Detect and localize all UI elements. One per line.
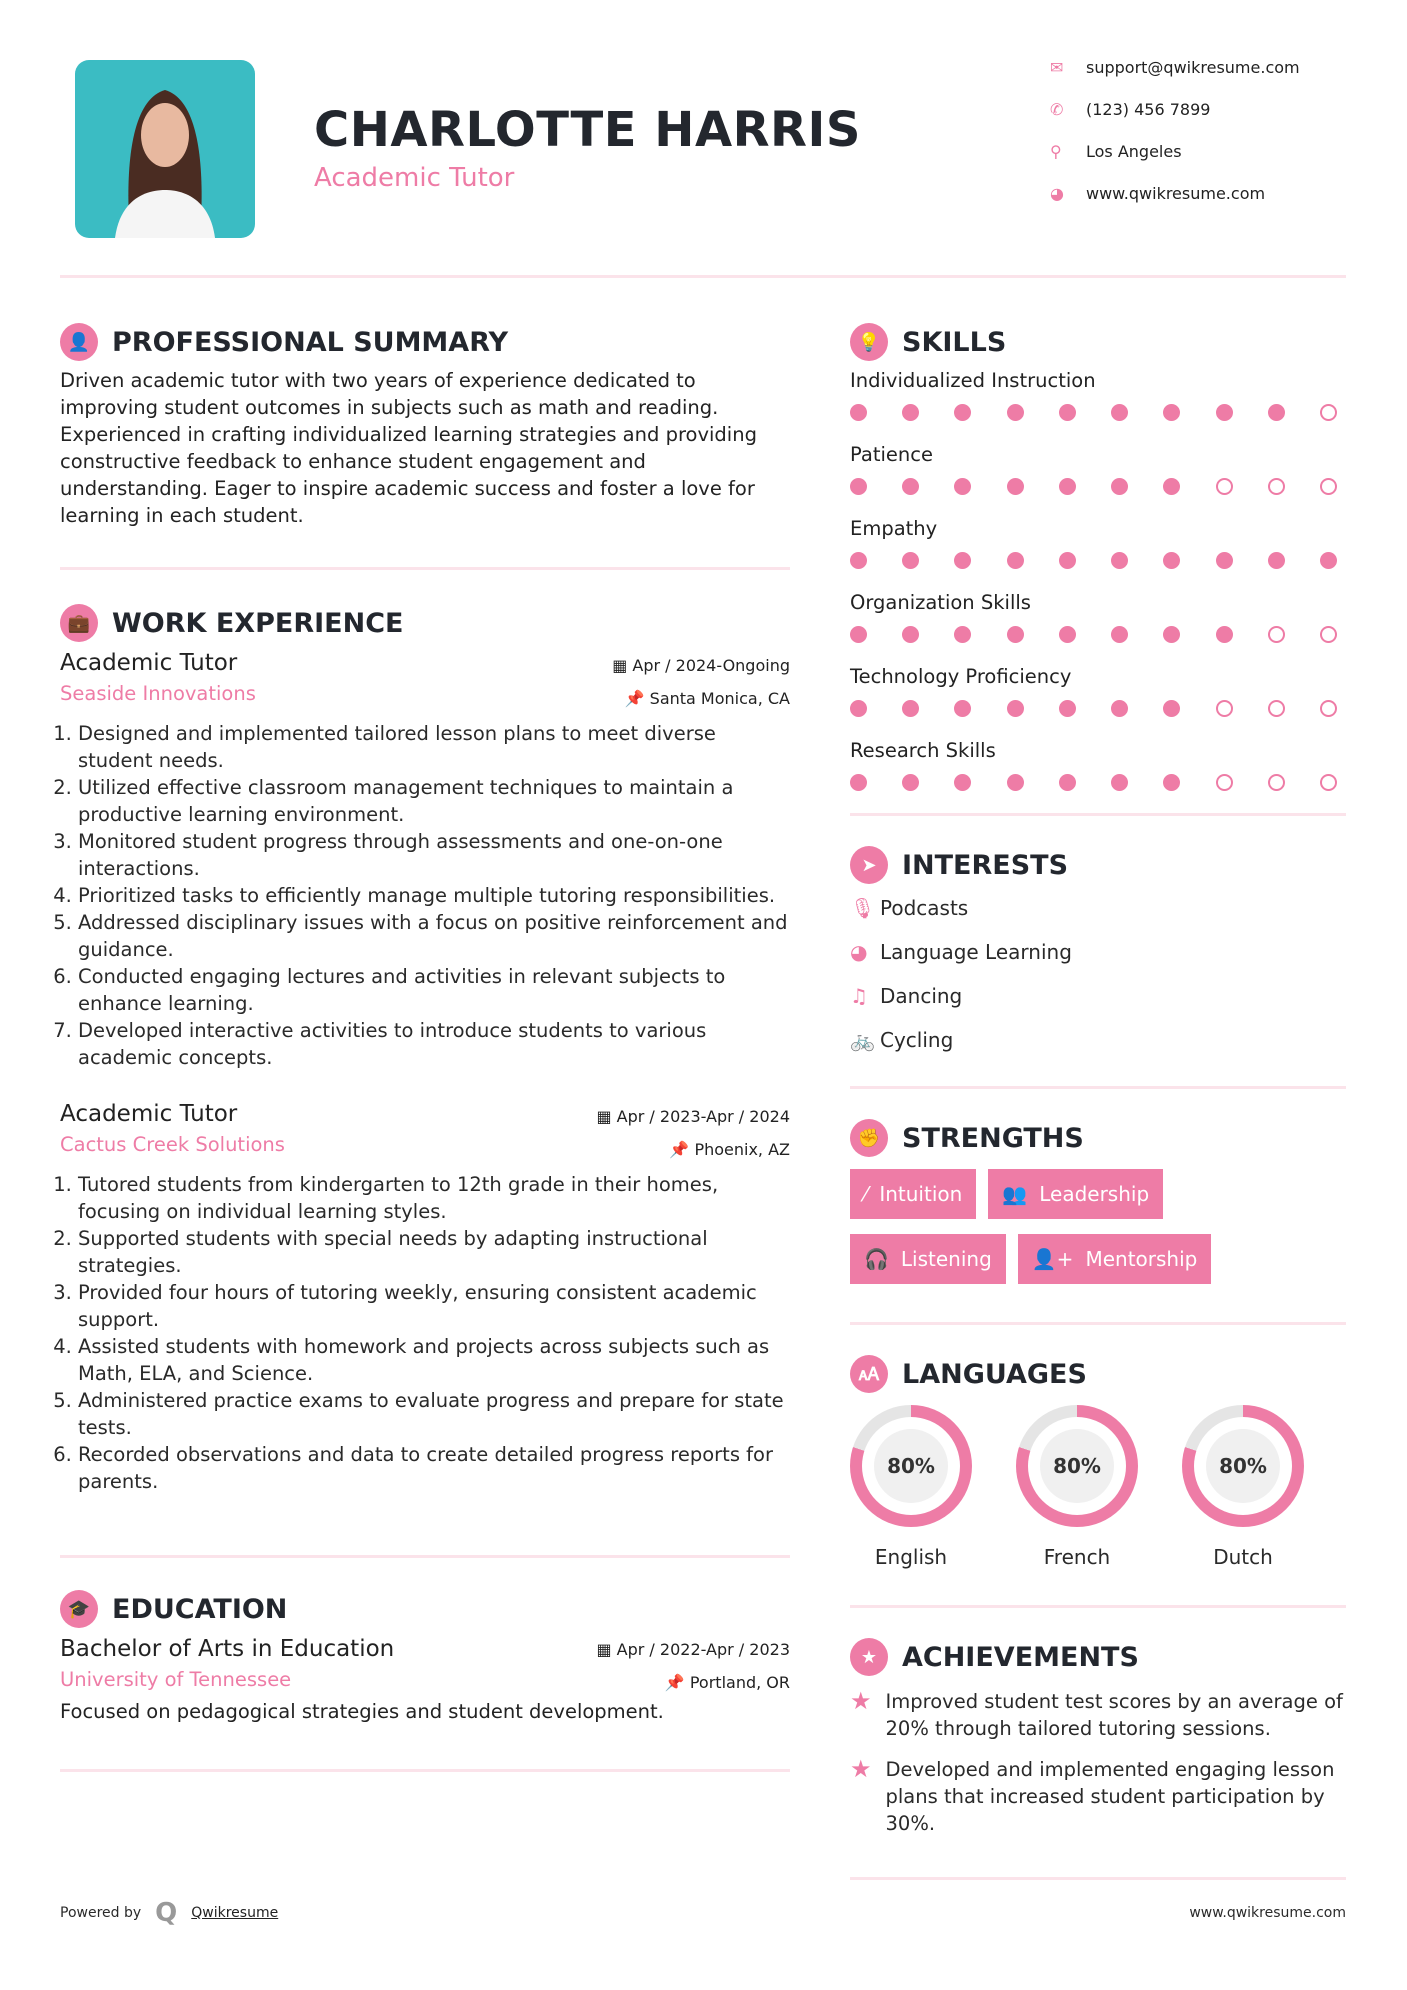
strength-badge [1018,1234,1212,1284]
strength-badge [988,1169,1163,1219]
skill-name: Research Skills [850,739,996,762]
interest-item [850,940,1100,964]
map-pin-icon: ⚲ [1050,142,1062,161]
achievement-item [850,1688,1346,1742]
job-location [596,1140,790,1159]
duty-item: 2. Supported students with special needs by adapting instructional strategies. [78,1225,790,1279]
skill-level-dot [1216,774,1233,791]
interest-item [850,1028,1100,1052]
skill-level-dot [1007,552,1024,569]
job-entry [60,650,790,1071]
skill-level-dot [1059,552,1076,569]
heading-text: LANGUAGES [902,1358,1087,1390]
lightbulb-icon: 💡 [850,323,888,361]
skill-level-dot [1007,700,1024,717]
skill-level-dot [1268,626,1285,643]
envelope-icon: ✉ [1050,58,1064,77]
skill-item [850,443,1346,495]
skill-level-dot [902,404,919,421]
job-duties [60,720,790,1071]
skill-level-dot [902,552,919,569]
divider [850,1605,1346,1608]
skill-level-dot [1216,700,1233,717]
globe-icon: ◕ [850,940,868,964]
skill-item [850,369,1346,421]
skill-level-dot [1268,478,1285,495]
skill-name: Organization Skills [850,591,1031,614]
interest-list [850,896,1346,1052]
interest-label: Podcasts [880,896,969,920]
skill-level-dot [1163,478,1180,495]
divider [60,1769,790,1772]
duty-item: 6. Conducted engaging lectures and activities in relevant subjects to enhance learning. [78,963,790,1017]
music-icon: ♫ [850,984,868,1008]
contact-text: Los Angeles [1086,142,1182,161]
fist-icon: ✊ [850,1119,888,1157]
skill-rating [850,700,1337,717]
skill-level-dot [902,478,919,495]
achievement-text: Improved student test scores by an average of 20% through tailored tutoring sessions. [885,1690,1343,1740]
duty-item: 4. Prioritized tasks to efficiently manage multiple tutoring responsibilities. [78,882,790,909]
skill-level-dot [850,700,867,717]
footer-powered [60,1898,278,1928]
duty-item: 4. Assisted students with homework and projects across subjects such as Math, ELA, and Science. [78,1333,790,1387]
skill-list [850,369,1346,791]
users-icon: 👥 [1002,1182,1028,1206]
strength-badge [850,1234,1006,1284]
section-heading-strengths [850,1119,1346,1157]
skill-level-dot [1059,478,1076,495]
skill-level-dot [1163,626,1180,643]
heading-text: PROFESSIONAL SUMMARY [112,326,509,358]
skill-level-dot [902,700,919,717]
skill-level-dot [1111,478,1128,495]
contact-website[interactable] [1050,184,1265,203]
skill-level-dot [954,552,971,569]
language-list [850,1405,1346,1569]
language-item [1182,1405,1304,1569]
magic-wand-icon: ⁄ [864,1182,868,1206]
duty-item: 3. Monitored student progress through assessments and one-on-one interactions. [78,828,790,882]
heading-text: ACHIEVEMENTS [902,1641,1139,1673]
achievement-list [850,1688,1346,1837]
job-location [612,689,790,708]
language-item [1016,1405,1138,1569]
divider [850,1322,1346,1325]
job-date [612,656,790,675]
skill-level-dot [1268,552,1285,569]
skill-rating [850,478,1337,495]
skill-level-dot [1320,774,1337,791]
interest-label: Language Learning [880,940,1072,964]
interest-item [850,984,1100,1008]
skill-level-dot [850,404,867,421]
degree: Bachelor of Arts in Education [60,1636,395,1662]
heading-text: WORK EXPERIENCE [112,607,404,639]
strength-label: Mentorship [1085,1247,1198,1271]
section-heading-work [60,604,790,642]
language-progress-ring [850,1405,972,1527]
skill-level-dot [1320,626,1337,643]
education-location [596,1673,790,1692]
calendar-icon: ▦ [612,656,633,675]
footer-url[interactable]: www.qwikresume.com [1189,1905,1346,1921]
achievement-text: Developed and implemented engaging lesson plans that increased student participation by 30%. [885,1758,1335,1835]
skill-level-dot [954,404,971,421]
contact-email[interactable] [1050,58,1300,77]
user-icon: 👤 [60,323,98,361]
language-percent: 80% [874,1429,948,1503]
section-heading-education [60,1590,790,1628]
skill-level-dot [1216,626,1233,643]
calendar-icon: ▦ [596,1107,617,1126]
section-heading-interests [850,846,1346,884]
skill-level-dot [1059,774,1076,791]
skill-level-dot [1007,404,1024,421]
skill-level-dot [1268,774,1285,791]
education-date [596,1640,790,1659]
skill-level-dot [1111,700,1128,717]
paper-plane-icon: ➤ [850,846,888,884]
globe-icon: ◕ [1050,184,1064,203]
contact-phone [1050,100,1210,119]
skill-level-dot [954,478,971,495]
section-heading-languages [850,1355,1346,1393]
duty-item: 6. Recorded observations and data to create detailed progress reports for parents. [78,1441,790,1495]
qwikresume-logo-icon: Q [155,1898,178,1928]
skill-rating [850,774,1337,791]
profile-photo [75,60,255,238]
skill-level-dot [1111,626,1128,643]
language-name: French [1043,1545,1111,1569]
company-name: Seaside Innovations [60,682,256,705]
skill-level-dot [1111,404,1128,421]
skill-level-dot [850,626,867,643]
language-percent: 80% [1040,1429,1114,1503]
skill-item [850,591,1346,643]
summary-text: Driven academic tutor with two years of experience dedicated to improving student outcomes in subjects such as math and reading. Experienced in crafting individualized learning strategies and providing constructive feedback to enhance student engagement and understanding. Eager to inspire academic success and foster a love for learning in each student. [60,369,757,527]
skill-level-dot [1163,700,1180,717]
skill-level-dot [1320,404,1337,421]
location-text: Portland, OR [689,1673,790,1692]
duty-item: 5. Addressed disciplinary issues with a focus on positive reinforcement and guidance. [78,909,790,963]
pin-icon: 📌 [669,1140,695,1159]
skill-level-dot [1216,552,1233,569]
interest-label: Dancing [880,984,963,1008]
skill-level-dot [850,478,867,495]
strength-label: Intuition [879,1182,963,1206]
candidate-title: Academic Tutor [314,163,515,193]
skill-name: Individualized Instruction [850,369,1096,392]
skill-item [850,517,1346,569]
divider [850,813,1346,816]
location-text: Santa Monica, CA [649,689,790,708]
briefcase-icon: 💼 [60,604,98,642]
skill-rating [850,626,1337,643]
skill-level-dot [1268,404,1285,421]
section-heading-skills [850,323,1346,361]
heading-text: EDUCATION [112,1593,288,1625]
skill-level-dot [1268,700,1285,717]
skill-level-dot [954,626,971,643]
star-icon: ★ [850,1687,872,1715]
strength-list [850,1169,1346,1284]
language-percent: 80% [1206,1429,1280,1503]
achievement-item [850,1756,1346,1837]
company-name: Cactus Creek Solutions [60,1133,285,1156]
job-date [596,1107,790,1126]
duty-item: 1. Designed and implemented tailored lesson plans to meet diverse student needs. [78,720,790,774]
contact-text: www.qwikresume.com [1086,184,1266,203]
skill-level-dot [1163,404,1180,421]
skill-name: Empathy [850,517,938,540]
duty-item: 3. Provided four hours of tutoring weekly, ensuring consistent academic support. [78,1279,790,1333]
skill-name: Technology Proficiency [850,665,1072,688]
skill-level-dot [1216,404,1233,421]
skill-level-dot [1007,774,1024,791]
heading-text: INTERESTS [902,849,1069,881]
skill-name: Patience [850,443,933,466]
duty-item: 7. Developed interactive activities to introduce students to various academic concepts. [78,1017,790,1071]
language-progress-ring [1182,1405,1304,1527]
divider [60,567,790,570]
language-item [850,1405,972,1569]
contact-text: (123) 456 7899 [1086,100,1211,119]
strength-badge [850,1169,976,1219]
skill-level-dot [902,774,919,791]
microphone-icon: 🎙 [850,896,876,920]
left-column [60,323,790,1772]
date-text: Apr / 2022-Apr / 2023 [616,1640,790,1659]
headphones-icon: 🎧 [864,1247,889,1271]
date-text: Apr / 2024-Ongoing [632,656,790,675]
skill-level-dot [1163,774,1180,791]
contact-text: support@qwikresume.com [1086,58,1300,77]
strength-label: Listening [900,1247,992,1271]
skill-level-dot [954,700,971,717]
contact-location [1050,142,1182,161]
phone-icon: ✆ [1050,100,1064,119]
header-divider [60,275,1346,278]
skill-level-dot [850,774,867,791]
skill-level-dot [1163,552,1180,569]
calendar-icon: ▦ [596,1640,617,1659]
skill-level-dot [1059,626,1076,643]
education-entry [60,1636,790,1692]
skill-level-dot [1320,700,1337,717]
duty-item: 1. Tutored students from kindergarten to 12th grade in their homes, focusing on individual learning styles. [78,1171,790,1225]
education-description: Focused on pedagogical strategies and student development. [60,1700,664,1723]
job-title: Academic Tutor [60,650,238,676]
skill-item [850,739,1346,791]
school: University of Tennessee [60,1668,292,1691]
graduation-cap-icon: 🎓 [60,1590,98,1628]
interest-item [850,896,1100,920]
skill-level-dot [954,774,971,791]
skill-level-dot [1216,478,1233,495]
divider [850,1877,1346,1880]
divider [60,1555,790,1558]
skill-level-dot [1007,626,1024,643]
skill-level-dot [1111,774,1128,791]
date-text: Apr / 2023-Apr / 2024 [616,1107,790,1126]
skill-level-dot [850,552,867,569]
language-progress-ring [1016,1405,1138,1527]
bicycle-icon: 🚲 [850,1028,875,1052]
powered-by-text: Powered by [60,1905,142,1921]
skill-level-dot [1111,552,1128,569]
skill-rating [850,552,1337,569]
location-text: Phoenix, AZ [694,1140,790,1159]
pin-icon: 📌 [664,1673,690,1692]
duty-item: 2. Utilized effective classroom management techniques to maintain a productive learning environment. [78,774,790,828]
star-icon: ★ [850,1755,872,1783]
star-badge-icon: ★ [850,1638,888,1676]
skill-level-dot [902,626,919,643]
divider [850,1086,1346,1089]
user-plus-icon: 👤+ [1031,1247,1074,1271]
skill-level-dot [1059,700,1076,717]
strength-label: Leadership [1039,1182,1150,1206]
candidate-name: CHARLOTTE HARRIS [314,102,861,158]
language-name: English [874,1545,948,1569]
skill-item [850,665,1346,717]
skill-level-dot [1059,404,1076,421]
brand-link[interactable]: Qwikresume [191,1905,279,1921]
job-title: Academic Tutor [60,1101,238,1127]
skill-level-dot [1320,552,1337,569]
right-column [850,323,1346,1880]
interest-label: Cycling [880,1028,954,1052]
section-heading-achievements [850,1638,1346,1676]
section-heading-summary [60,323,790,361]
language-name: Dutch [1213,1545,1273,1569]
duty-item: 5. Administered practice exams to evaluate progress and prepare for state tests. [78,1387,790,1441]
skill-level-dot [1320,478,1337,495]
heading-text: SKILLS [902,326,1007,358]
heading-text: STRENGTHS [902,1122,1084,1154]
pin-icon: 📌 [624,689,650,708]
job-list [60,650,790,1495]
job-entry [60,1101,790,1495]
skill-level-dot [1007,478,1024,495]
skill-rating [850,404,1337,421]
language-card-icon: 🗚 [850,1355,888,1393]
job-duties [60,1171,790,1495]
